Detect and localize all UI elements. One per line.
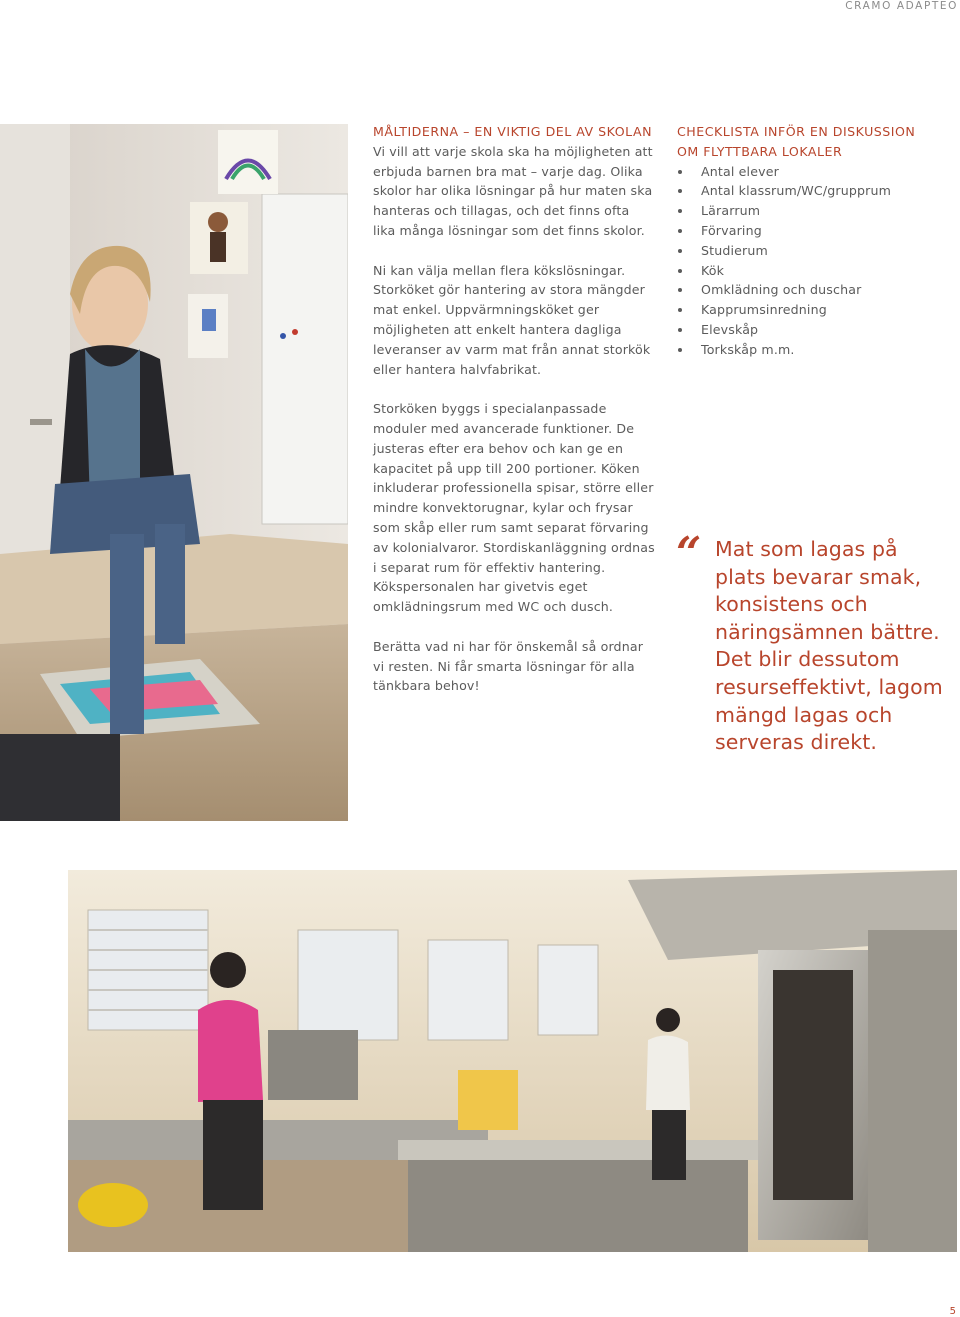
kitchen-photo	[68, 870, 957, 1252]
checklist-item: Förvaring	[677, 221, 937, 241]
checklist-item: Kök	[677, 261, 937, 281]
checklist-item: Lärarrum	[677, 201, 937, 221]
brand-label: CRAMO ADAPTEO	[845, 0, 958, 12]
main-text-column	[373, 122, 655, 696]
checklist-item: Studierum	[677, 241, 937, 261]
checklist-item: Antal elever	[677, 162, 937, 182]
section-heading: MÅLTIDERNA – EN VIKTIG DEL AV SKOLAN	[373, 124, 652, 139]
kitchen-options-paragraph: Ni kan välja mellan flera kökslösningar. Storköket gör hantering av stora mängder mat enkel. Uppvärmningsköket ger möjligheten att enkelt hantera dagliga leveranser av varm mat från annat storkök eller hantera halvfabrikat.	[373, 262, 651, 377]
checklist-heading: CHECKLISTA INFÖR EN DISKUSSION OM FLYTTBARA LOKALER	[677, 124, 916, 159]
closing-paragraph: Berätta vad ni har för önskemål så ordnar vi resten. Ni får smarta lösningar för alla tänkbara behov!	[373, 638, 644, 694]
checklist	[677, 162, 937, 360]
checklist-item: Torkskåp m.m.	[677, 340, 937, 360]
checklist-item: Omklädning och duschar	[677, 280, 937, 300]
checklist-item: Elevskåp	[677, 320, 937, 340]
teacher-photo	[0, 124, 348, 821]
checklist-item: Antal klassrum/WC/grupprum	[677, 181, 937, 201]
pull-quote: Mat som lagas på plats bevarar smak, konsistens och näringsämnen bättre. Det blir dessutom resurseffektivt, lagom mängd lagas och serveras direkt.	[715, 537, 943, 755]
page-number: 5	[949, 1306, 956, 1317]
checklist-column	[677, 122, 937, 360]
checklist-item: Kapprumsinredning	[677, 300, 937, 320]
intro-paragraph: Vi vill att varje skola ska ha möjligheten att erbjuda barnen bra mat – varje dag. Olika skolor har olika lösningar på hur maten ska hanteras och tillagas, och det finns ofta lika många lösningar som det finns skolor.	[373, 143, 653, 238]
large-kitchen-paragraph: Storköken byggs i specialanpassade moduler med avancerade funktioner. De justeras efter era behov och kan ge en kapacitet på upp till 200 portioner. Köken inkluderar professionella spisar, större eller mindre konvektorugnar, kylar och frysar som skåp eller rum samt separat förvaring av kolonialvaror. Stordiskanläggning ordnas i separat rum för effektiv hantering. Kökspersonalen har givetvis eget omklädningsrum med WC och dusch.	[373, 401, 655, 615]
quote-mark-icon: “	[676, 528, 702, 579]
